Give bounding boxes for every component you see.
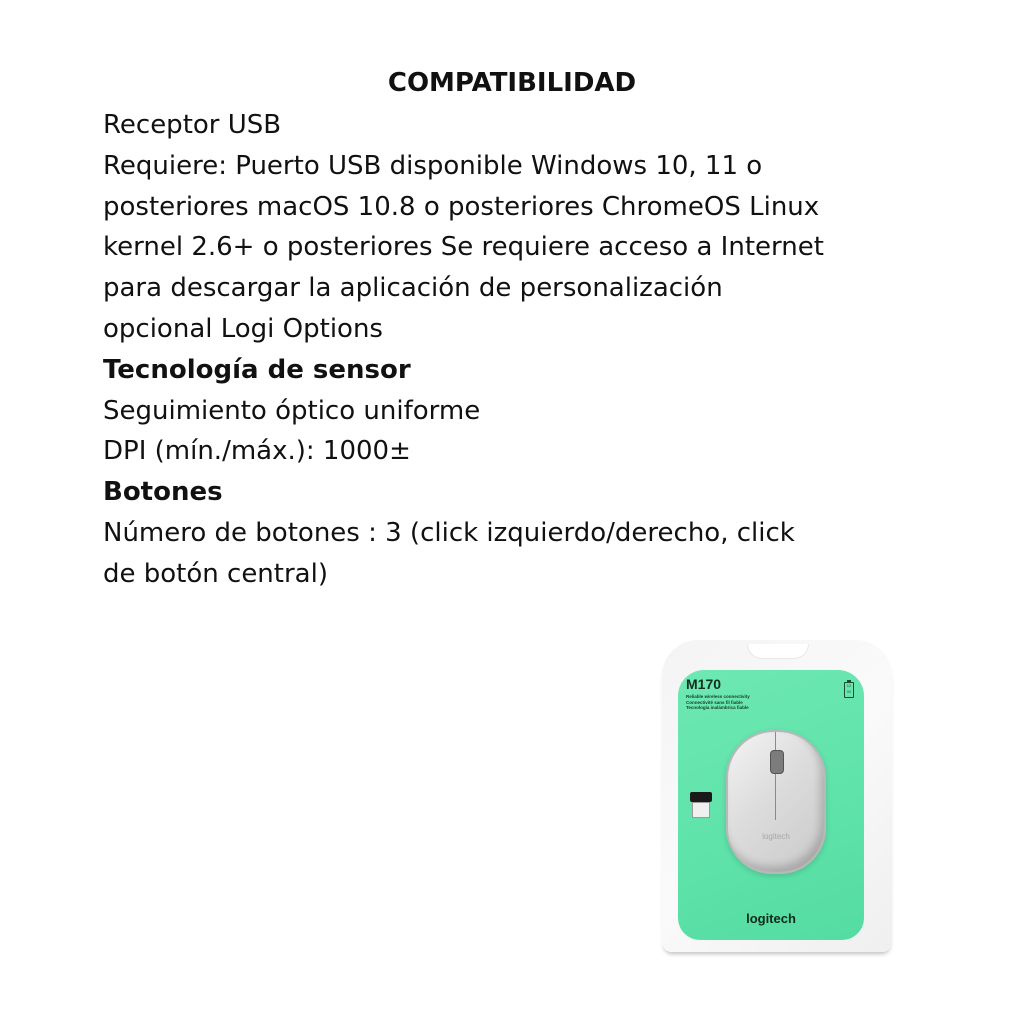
spec-text	[103, 105, 923, 595]
battery-icon: 12 M	[844, 682, 854, 698]
spec-line-requirements-5: opcional Logi Options	[103, 313, 383, 344]
spec-line-requirements-2: posteriores macOS 10.8 o posteriores ChromeOS Linux	[103, 191, 820, 222]
spec-line-requirements-4: para descargar la aplicación de personalización	[103, 273, 723, 304]
tagline-en: Reliable wireless connectivity	[686, 694, 750, 699]
spec-line-requirements-3: kernel 2.6+ o posteriores Se requiere acceso a Internet	[103, 232, 824, 263]
brand-logo: logitech	[746, 911, 796, 926]
spec-line-tracking: Seguimiento óptico uniforme	[103, 395, 481, 426]
spec-line-usb-receiver: Receptor USB	[103, 110, 282, 140]
tagline-fr: Connectivité sans fil fiable	[686, 699, 743, 705]
spec-line-button-count-1: Número de botones : 3 (click izquierdo/derecho, click	[103, 517, 795, 548]
package-card	[678, 670, 864, 940]
section-heading: COMPATIBILIDAD	[387, 68, 637, 98]
scroll-wheel-icon	[770, 750, 784, 774]
spec-line-requirements-1: Requiere: Puerto USB disponible Windows 10, 11 o	[103, 150, 763, 181]
mouse-illustration	[726, 730, 826, 874]
mouse-logo: logitech	[762, 832, 790, 841]
mouse-button-split	[775, 732, 776, 820]
hang-tab	[747, 644, 809, 659]
product-image	[662, 640, 892, 952]
model-name: M170	[686, 676, 722, 692]
spec-line-button-count-2: de botón central)	[103, 558, 328, 589]
spec-line-dpi: DPI (mín./máx.): 1000±	[103, 436, 411, 467]
tagline-es: Tecnología inalámbrica fiable	[686, 705, 749, 710]
usb-receiver-icon	[690, 792, 712, 822]
package-tagline	[686, 694, 750, 711]
buttons-subheading: Botones	[103, 477, 223, 508]
sensor-subheading: Tecnología de sensor	[103, 354, 411, 385]
